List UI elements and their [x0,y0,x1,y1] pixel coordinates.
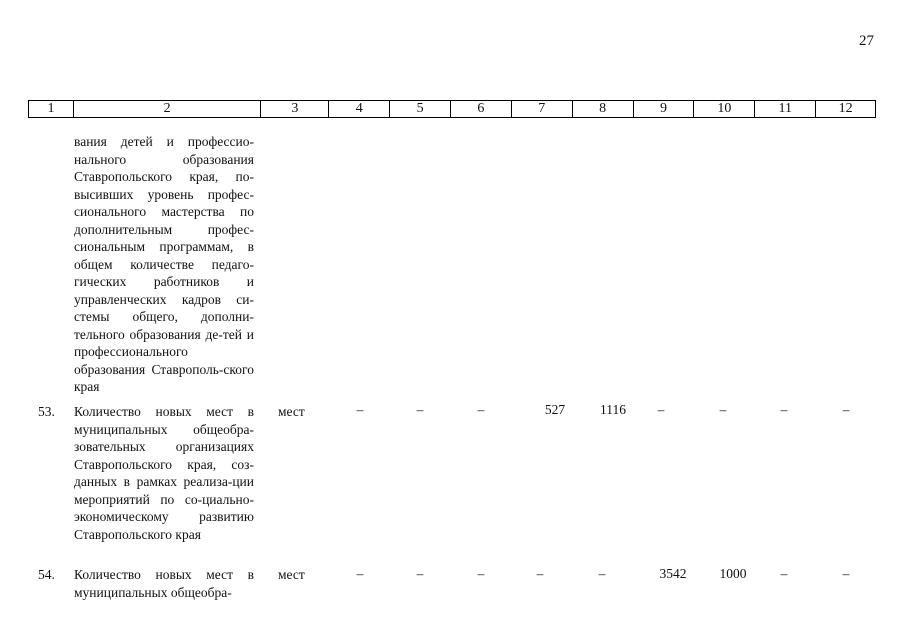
column-header-7: 7 [511,101,572,117]
row-54-unit: мест [278,567,305,582]
row-54-col-12: – [842,566,850,581]
row-54-col-10: 1000 [719,566,747,581]
continued-indicator-text: вания детей и профессио-нального образования Ставропольского края, по-высивших уровень профес-сионального мастерства по дополнительным профес-сиональным программам, в общем количестве педаго-гических работников и управленческих кадров си-стемы общего, дополни-тельного образования де-тей и профессионального образования Ставрополь-ского края [74,134,254,394]
row-53-col-6: – [477,402,485,417]
row-54-col-8: – [598,566,606,581]
row-53-col-5: – [416,402,424,417]
row-54-col-11: – [780,566,788,581]
row-54-col-7: – [536,566,544,581]
row-53-col-10: – [719,402,727,417]
column-header-11: 11 [754,101,815,117]
column-header-9: 9 [633,101,694,117]
column-header-4: 4 [328,101,389,117]
row-53-col-12: – [842,402,850,417]
column-header-8: 8 [572,101,633,117]
column-header-10: 10 [693,101,754,117]
row-54-name: Количество новых мест в муниципальных общеобра- [74,567,254,600]
row-53-col-9: – [657,402,665,417]
column-header-1: 1 [47,101,55,116]
row-54-number: 54. [38,567,55,582]
row-53-name: Количество новых мест в муниципальных общеобра-зовательных организациях Ставропольского края, соз-данных в рамках реализа-ции мероприятий по со-циально-экономическому развитию Ставропольского края [74,404,254,542]
row-54-col-9: 3542 [659,566,687,581]
row-53-col-7: 527 [544,402,566,417]
row-54-col-6: – [477,566,485,581]
column-header-6: 6 [450,101,511,117]
row-54-col-5: – [416,566,424,581]
column-header-2: 2 [73,101,261,117]
row-53-unit: мест [278,404,305,419]
row-54-col-4: – [356,566,364,581]
row-53-number: 53. [38,404,55,419]
row-53-col-8: 1116 [600,402,626,417]
page-number: 27 [859,33,874,49]
table-header-row [28,100,876,118]
column-header-12: 12 [815,101,875,117]
column-header-5: 5 [389,101,450,117]
row-53-col-11: – [780,402,788,417]
column-header-3: 3 [260,101,328,117]
row-53-col-4: – [356,402,364,417]
